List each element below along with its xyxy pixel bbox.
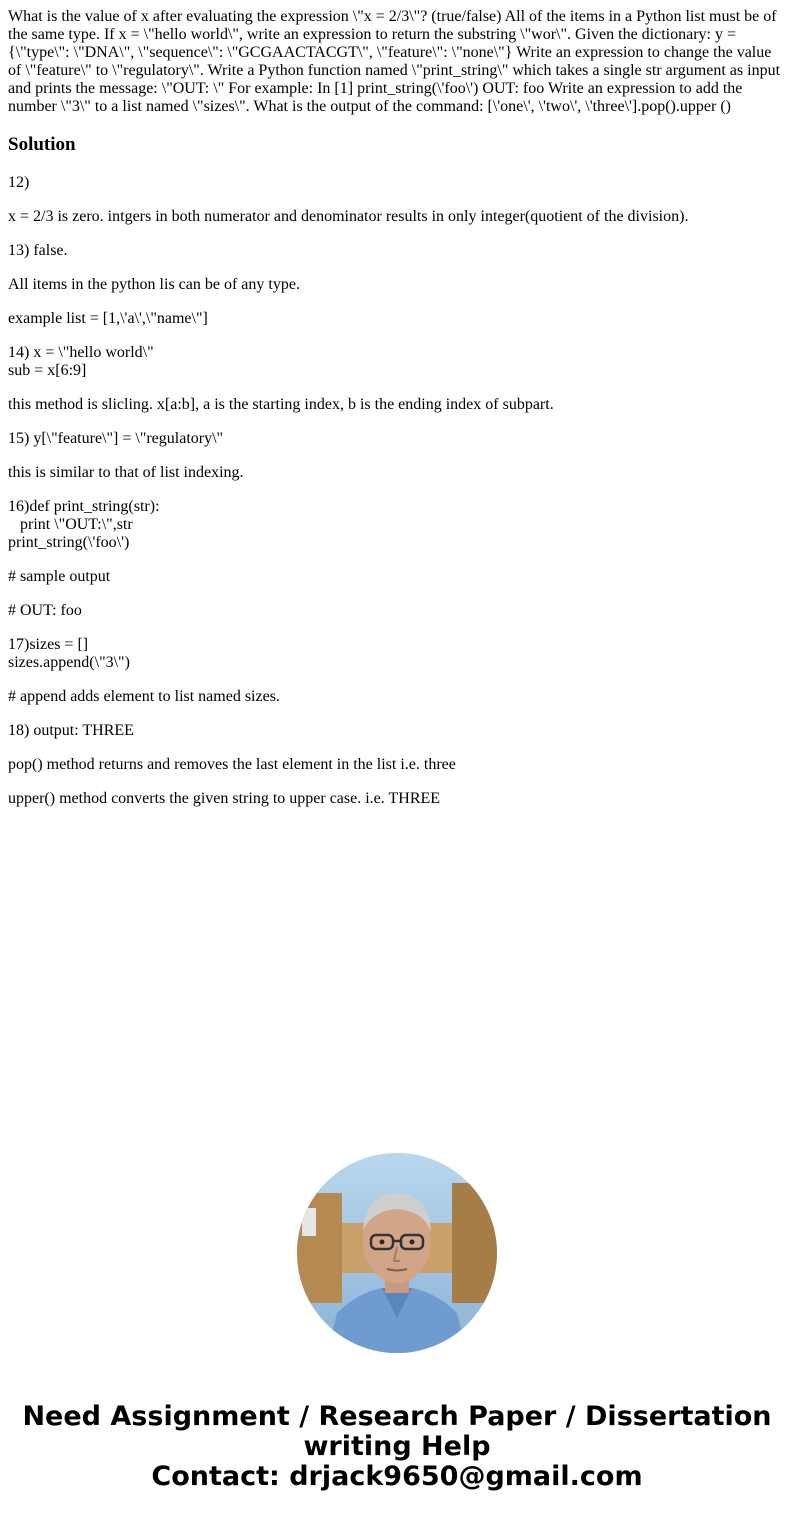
person-photo-icon: [297, 1153, 497, 1353]
solution-paragraph: 17)sizes = [] sizes.append(\"3\"): [8, 636, 130, 671]
solution-paragraph: 16)def print_string(str): print \"OUT:\",str print_string(\'foo\'): [8, 498, 160, 551]
contact-footer: [0, 1402, 794, 1492]
solution-paragraph: # sample output: [8, 568, 111, 585]
solution-paragraph: All items in the python lis can be of any type.: [8, 276, 300, 293]
solution-paragraph: this method is slicling. x[a:b], a is the starting index, b is the ending index of subpart.: [8, 396, 554, 413]
solution-paragraph: 15) y[\"feature\"] = \"regulatory\": [8, 430, 224, 447]
footer-line-2: writing Help: [303, 1431, 491, 1462]
document-page: [8, 8, 786, 808]
solution-paragraph: 18) output: THREE: [8, 722, 134, 739]
avatar-illustration: [297, 1153, 497, 1353]
solution-paragraph: 13) false.: [8, 242, 68, 259]
solution-body: [8, 174, 786, 808]
solution-paragraph: x = 2/3 is zero. intgers in both numerator and denominator results in only integer(quotient of the division).: [8, 208, 689, 225]
solution-paragraph: upper() method converts the given string to upper case. i.e. THREE: [8, 790, 441, 807]
solution-paragraph: # append adds element to list named sizes.: [8, 688, 280, 705]
footer-contact-line: Contact: drjack9650@gmail.com: [151, 1461, 643, 1492]
footer-line-1: Need Assignment / Research Paper / Dissertation: [22, 1401, 772, 1432]
solution-paragraph: # OUT: foo: [8, 602, 82, 619]
solution-paragraph: this is similar to that of list indexing.: [8, 464, 244, 481]
solution-paragraph: 14) x = \"hello world\" sub = x[6:9]: [8, 344, 154, 379]
solution-paragraph: 12): [8, 174, 30, 191]
solution-paragraph: example list = [1,\'a\',\"name\"]: [8, 310, 208, 327]
question-text: What is the value of x after evaluating the expression \"x = 2/3\"? (true/false) All of the items in a Python list must be of the same type. If x = \"hello world\", write an expression to return the substring \"wor\". Given the dictionary: y = {\"type\": \"DNA\", \"sequence\": \"GCGAACTACGT\", \"feature\": \"none\"} Write an expression to change the value of \"feature\" to \"regulatory\". Write a Python function named \"print_string\" which takes a single str argument as input and prints the message: \"OUT: \" For example: In [1] print_string(\'foo\') OUT: foo Write an expression to add the number \"3\" to a list named \"sizes\". What is the output of the command: [\'one\', \'two\', \'three\'].pop().upper (): [8, 8, 781, 115]
solution-heading: Solution: [8, 134, 76, 155]
solution-paragraph: pop() method returns and removes the last element in the list i.e. three: [8, 756, 456, 773]
